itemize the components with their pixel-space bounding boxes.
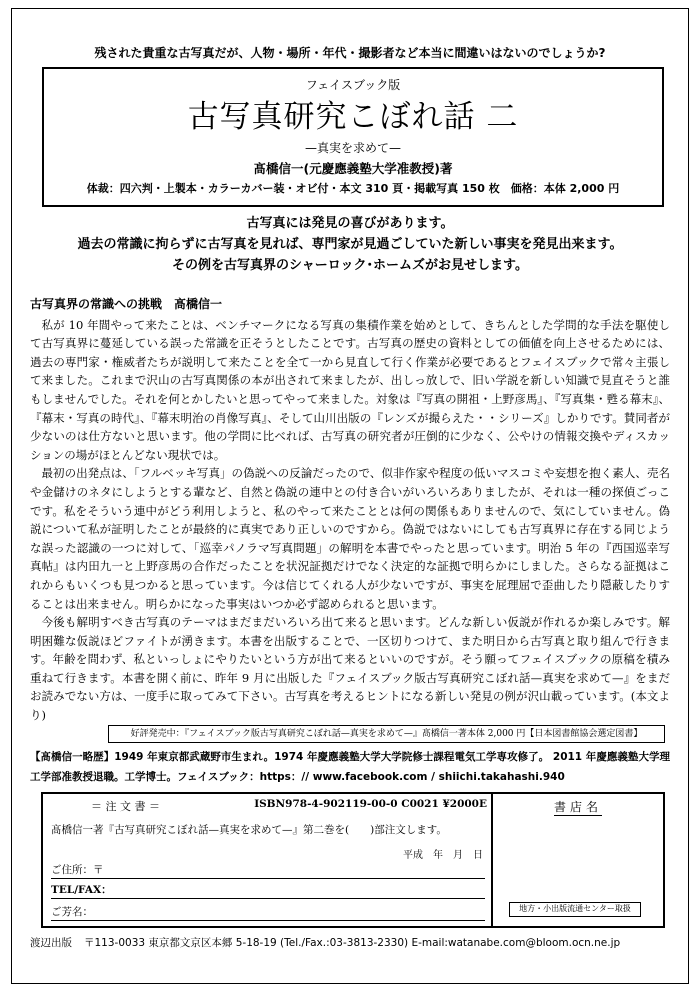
bookstore-title xyxy=(493,798,663,815)
order-box xyxy=(41,792,665,928)
bookstore-title-text: 書店名 xyxy=(553,800,602,814)
order-heading: ＝ 注 文 書 ＝ xyxy=(91,800,160,813)
tagline: 残された貴重な古写真だが、人物・場所・年代・撮影者など本当に間違いはないのでしょうか? xyxy=(94,46,606,60)
essay-paragraph: 私が 10 年間やって来たことは、ベンチマークになる写真の集積作業を始めとして、きちんとした学問的な手法を駆使して古写真界に蔓延している誤った常識を正そうとしたことです。古写真の歴史の資料としての価値を向上させるためには、過去の専門家・権威者たちが説明して来たことを全て一から見直して行く作業が必要であるとフェイスブックで常々主張して来ました。これまで沢山の古写真関係の本が出されて来ましたが、出しっ放しで、旧い学説を新しい知識で見直そうと誰もしませんでした。それを何とかしたいと思ってやって来ました。対象は『写真の開祖・上野彦馬』、『写真集・甦る幕末』、『幕末・写真の時代』、『幕末明治の肖像写真』、そして山川出版の『レンズが撮らえた・・シリーズ』しかりです。賛同者が少ないのは仕方ないと思います。他の学問に比べれば、古写真の研究者が圧倒的に少なく、公やけの情報交換やディスカッションの場がほとんどない現状では。 xyxy=(30,317,670,462)
address-label: ご住所：〒 xyxy=(51,864,104,876)
essay-title: 古写真界の常識への挑戦 髙橋信一 xyxy=(30,297,223,311)
book-subtitle: —真実を求めて— xyxy=(304,141,401,155)
name-label: ご芳名： xyxy=(51,906,93,918)
order-date[interactable]: 平成 年 月 日 xyxy=(403,850,483,861)
author-bio: 【髙橋信一略歴】1949 年東京都武蔵野市生まれ。1974 年慶應義塾大学大学院修士課程電気工学専攻修了。 2011 年慶應義塾大学理工学部准教授退職。工学博士。フェイスブック：https：// www.facebook.com / shiichi.takahashi.940 xyxy=(30,751,670,783)
order-form xyxy=(43,794,493,926)
tel-fax-label: TEL/FAX： xyxy=(51,884,112,896)
book-title: 古写真研究こぼれ話 二 xyxy=(187,99,519,135)
publisher-address: 〒113-0033 東京都文京区本郷 5-18-19 (Tel./Fax.:03-3813-2330) E-mail:watanabe.com@bloom.ocn.ne.jp xyxy=(84,937,621,949)
order-header xyxy=(43,798,493,814)
essay-paragraph: 今後も解明すべき古写真のテーマはまだまだいろいろ出て来ると思います。どんな新しい仮説が作れるか楽しみです。解明困難な仮説ほどファイトが湧きます。本書を出版することで、一区切りつけて、また明日から古写真と取り組んで行きます。年齢を問わず、私といっしょにやりたいという方が出て来るといいのですが。そう願ってフェイスブックの原稿を積み重ねて行きます。本書を開く前に、昨年 9 月に出版した『フェイスブック版古写真研究こぼれ話—真実を求めて—』をまだお読みでない方は、一度手に取ってみて下さい。古写真を考えるヒントになる新しい発見の例が沢山載っています。(本文より) xyxy=(30,615,670,723)
book-author: 髙橋信一(元慶應義塾大学准教授)著 xyxy=(253,161,453,176)
distribution-badge: 地方・小出版流通センター取扱 xyxy=(509,902,641,917)
tel-fax-field[interactable] xyxy=(51,882,485,899)
order-line[interactable]: 髙橋信一著『古写真研究こぼれ話—真実を求めて—』第二巻を( )部注文します。 xyxy=(51,824,447,836)
essay-paragraph: 最初の出発点は、「フルベッキ写真」の偽説への反論だったので、似非作家や程度の低いマスコミや妄想を抱く素人、売名や金儲けのネタにしようとする輩など、自然と偽説の連中との付き合いがいろいろありましたが、それは一種の探偵ごっこです。私をそういう連中がどう利用しようと、私のやって来たこととは何の関係もありませんので、気にしていません。偽説について私が証明したことが最終的に真実であり正しいのですから。偽説ではないにしても古写真界に存在する同じような誤った認識の一つに対して、「巡幸パノラマ写真問題」の解明を本書でやったと思っています。明治 5 年の『西国巡幸写真帖』は内田九一と上野彦馬の合作だったことを状況証拠だけでなく決定的な証拠で明らかにしました。さらなる証拠はこれからもいくつも見つかると思っています。今は信じてくれる人が少ないですが、事実を屁理屈で歪曲したり隠蔽したりすることは出来ません。明らかになった事実はいつか必ず認められると思います。 xyxy=(30,466,670,611)
book-edition: フェイスブック版 xyxy=(305,78,401,92)
isbn: ISBN978-4-902119-00-0 C0021 ¥2000E xyxy=(254,798,487,810)
bookstore-box[interactable] xyxy=(493,794,663,926)
title-box xyxy=(42,67,664,207)
intro-line: 過去の常識に拘らずに古写真を見れば、専門家が見過ごしていた新しい事実を発見出来ます。 xyxy=(77,237,623,252)
publisher xyxy=(30,935,670,950)
name-field[interactable] xyxy=(51,904,485,921)
promo-box: 好評発売中：『フェイスブック版古写真研究こぼれ話—真実を求めて—』髙橋信一著本体 2,000 円【日本図書館協会選定図書】 xyxy=(108,725,665,743)
address-field[interactable] xyxy=(51,862,485,879)
intro xyxy=(0,213,700,276)
intro-line: その例を古写真界のシャーロック･ホームズがお見せします。 xyxy=(172,258,528,273)
intro-line: 古写真には発見の喜びがあります。 xyxy=(246,216,454,231)
publisher-name: 渡辺出版 xyxy=(30,937,72,949)
essay xyxy=(30,295,670,725)
book-specs: 体裁：四六判・上製本・カラーカバー装・オビ付・本文 310 頁・掲載写真 150 枚 価格：本体 2,000 円 xyxy=(86,182,620,195)
